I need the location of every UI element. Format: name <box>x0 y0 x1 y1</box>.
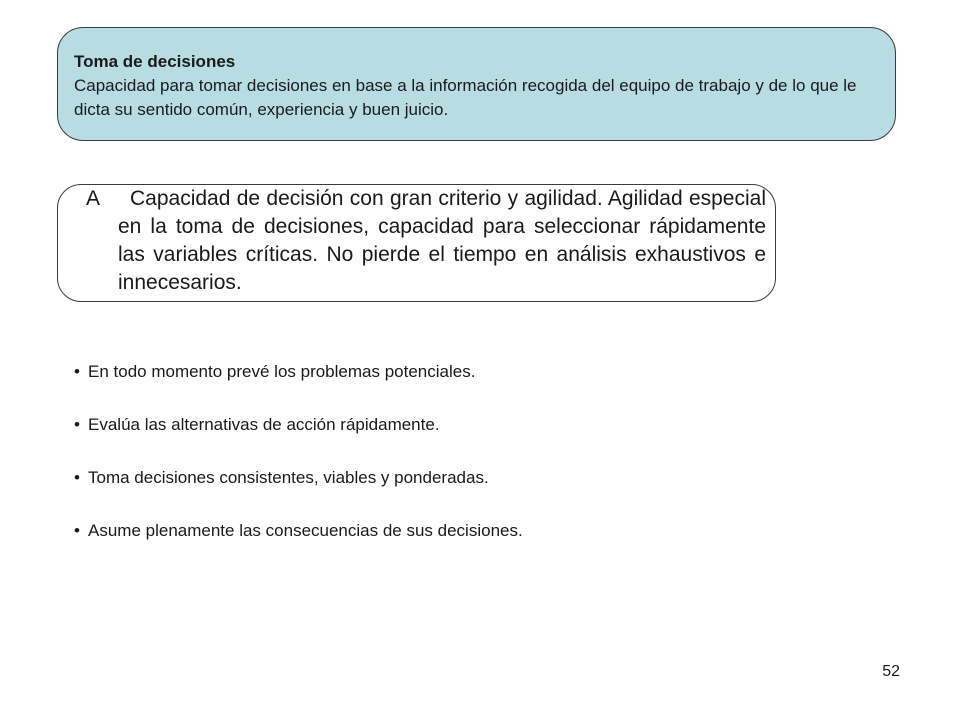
behavior-text: En todo momento prevé los problemas potenciales. <box>88 362 476 381</box>
level-definition-box <box>57 184 776 302</box>
behavior-item <box>74 413 523 437</box>
behavior-item <box>74 360 523 384</box>
behavior-text: Toma decisiones consistentes, viables y ponderadas. <box>88 468 489 487</box>
behavior-text: Evalúa las alternativas de acción rápidamente. <box>88 415 440 434</box>
behavior-text: Asume plenamente las consecuencias de sus decisiones. <box>88 521 523 540</box>
competency-description: Capacidad para tomar decisiones en base a la información recogida del equipo de trabajo y de lo que le dicta su sentido común, experiencia y buen juicio. <box>74 76 857 119</box>
bullet-icon: • <box>74 468 80 487</box>
level-description: Capacidad de decisión con gran criterio y agilidad. Agilidad especial en la toma de decisiones, capacidad para seleccionar rápidamente las variables críticas. No pierde el tiempo en análisis exhaustivos e innecesarios. <box>118 187 766 294</box>
level-letter: A <box>86 187 101 210</box>
bullet-icon: • <box>74 521 80 540</box>
bullet-icon: • <box>74 362 80 381</box>
competency-title: Toma de decisiones <box>74 52 236 71</box>
bullet-icon: • <box>74 415 80 434</box>
page-number: 52 <box>882 663 900 680</box>
behavior-item <box>74 519 523 543</box>
behavior-item <box>74 466 523 490</box>
behavior-list <box>74 360 523 572</box>
competency-header-box <box>57 27 896 141</box>
